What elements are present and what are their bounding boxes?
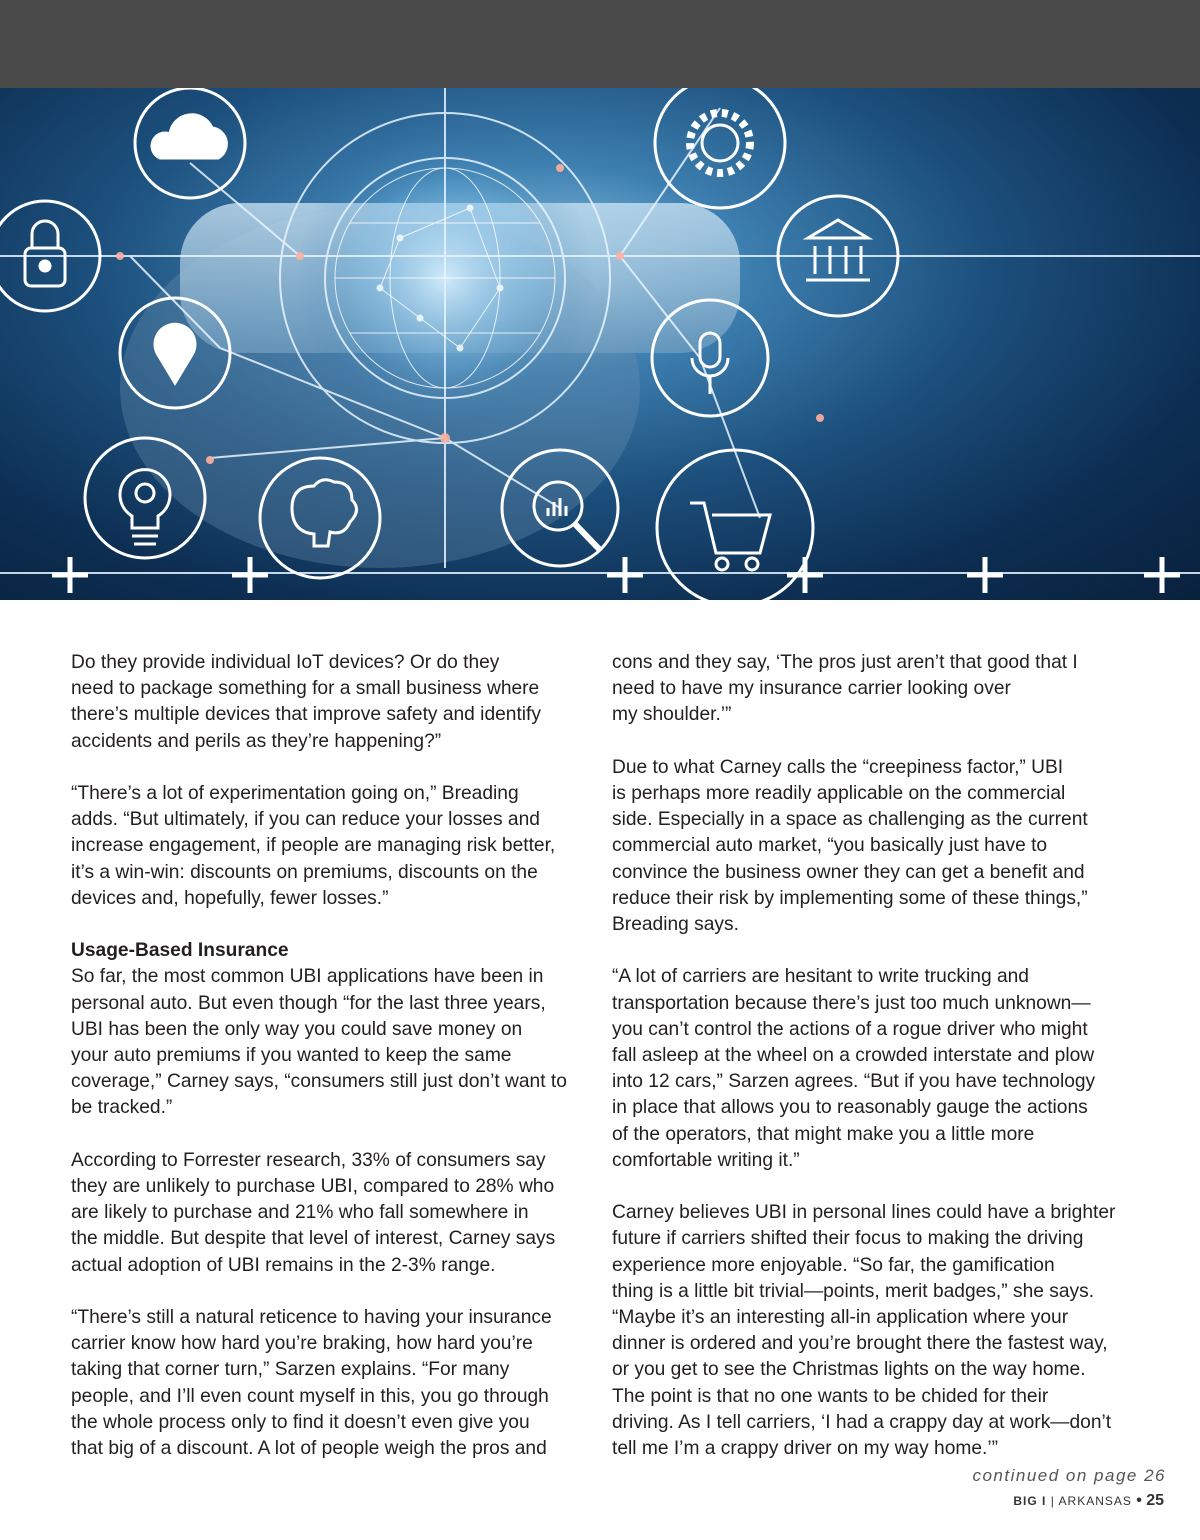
section-heading: Usage-Based Insurance [71,940,289,962]
paragraph: Do they provide individual IoT devices? Or do they need to package something for a small business where there’s multiple devices that improve safety and identify accidents and perils as they’re happening?” [71,652,541,752]
hero-image [0,88,1200,600]
footer-state: ARKANSAS [1058,1494,1132,1508]
page-footer [1013,1492,1164,1510]
footer-separator: | [1050,1494,1055,1508]
continued-note: continued on page 26 [972,1466,1166,1485]
hero-illustration [0,88,1200,600]
footer-brand: BIG I [1013,1494,1047,1508]
top-bar [0,0,1200,88]
paragraph: cons and they say, ‘The pros just aren’t that good that I need to have my insurance carrier looking over my shoulder.’” [612,652,1078,726]
article-column-left [71,650,591,1462]
footer-bullet: • [1136,1492,1142,1509]
paragraph: “There’s a lot of experimentation going on,” Breading adds. “But ultimately, if you can reduce your losses and increase engagement, if people are managing risk better, it’s a win-win: discounts on premiums, discounts on the devices and, hopefully, fewer losses.” [71,783,556,909]
page-number: 25 [1146,1492,1164,1509]
paragraph: “There’s still a natural reticence to having your insurance carrier know how hard you’re braking, how hard you’re taking that corner turn,” Sarzen explains. “For many people, and I’ll even count myself in this, you go through the whole process only to find it doesn’t even give you that big of a discount. A lot of people weigh the pros and [71,1307,552,1460]
plus-icon [52,557,1180,593]
paragraph: Due to what Carney calls the “creepiness factor,” UBI is perhaps more readily applicable on the commercial side. Especially in a space as challenging as the current commercial auto market, “you basically just have to convince the business owner they can get a benefit and reduce their risk by implementing some of these things,” Breading says. [612,756,1088,936]
gear-icon [655,88,785,208]
article-column-right [612,650,1132,1462]
paragraph: Carney believes UBI in personal lines could have a brighter future if carriers shifted their focus to making the driving experience more enjoyable. “So far, the gamification thing is a little bit trivial—points, merit badges,” she says. “Maybe it’s an interesting all-in application where your dinner is ordered and you’re brought there the fastest way, or you get to see the Christmas lights on the way home. The point is that no one wants to be chided for their driving. As I tell carriers, ‘I had a crappy day at work—don’t tell me I’m a crappy driver on my way home.’” [612,1202,1116,1460]
paragraph: So far, the most common UBI applications have been in personal auto. But even though “for the last three years, UBI has been the only way you could save money on your auto premiums if you wanted to keep the same coverage,” Carney says, “consumers still just don’t want to be tracked.” [71,966,567,1119]
paragraph: According to Forrester research, 33% of consumers say they are unlikely to purchase UBI, compared to 28% who are likely to purchase and 21% who fall somewhere in the middle. But despite that level of interest, Carney says actual adoption of UBI remains in the 2-3% range. [71,1149,556,1276]
paragraph: “A lot of carriers are hesitant to write trucking and transportation because there’s just too much unknown— you can’t control the actions of a rogue driver who might fall asleep at the wheel on a crowded interstate and plow into 12 cars,” Sarzen agrees. “But if you have technology in place that allows you to reasonably gauge the actions of the operators, that might make you a little more comfortable writing it.” [612,966,1096,1171]
cloud-transfer-icon [135,88,245,198]
